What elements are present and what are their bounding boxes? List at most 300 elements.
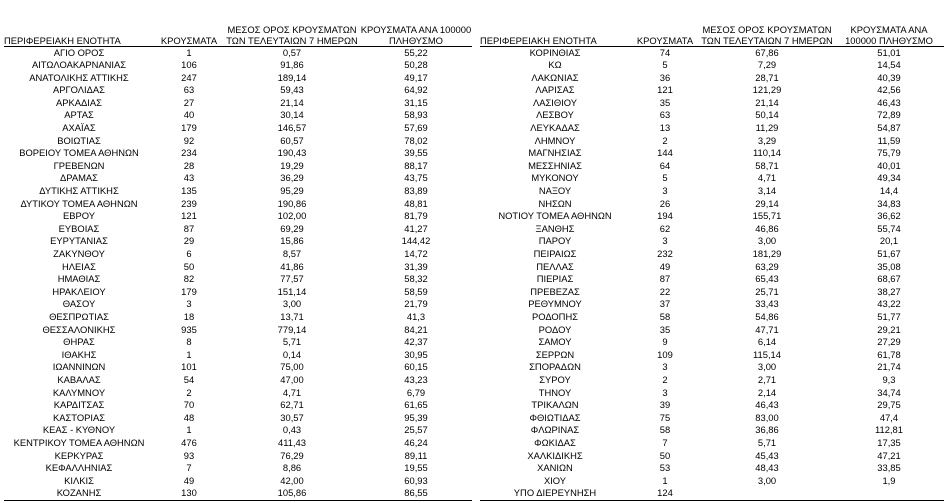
cases-cell: 39 <box>659 399 671 411</box>
table-row <box>4 374 472 387</box>
cases-cell: 3 <box>662 185 668 197</box>
region-cell: ΡΕΘΥΜΝΟΥ <box>528 298 582 310</box>
per100k-cell: 61,65 <box>404 399 428 411</box>
cases-table-right <box>480 4 944 501</box>
region-cell: ΘΗΡΑΣ <box>63 336 95 348</box>
region-cell: ΦΘΙΩΤΙΔΑΣ <box>529 411 581 423</box>
header-cases: ΚΡΟΥΣΜΑΤΑ <box>154 4 224 46</box>
region-cell: ΛΑΚΩΝΙΑΣ <box>531 71 579 83</box>
region-cell: ΑΓΙΟ ΟΡΟΣ <box>53 46 105 58</box>
cases-cell: 109 <box>657 348 673 360</box>
region-cell: ΝΟΤΙΟΥ ΤΟΜΕΑ ΑΘΗΝΩΝ <box>498 210 612 222</box>
avg7-cell <box>700 487 834 500</box>
avg7-cell: 42,00 <box>280 474 304 486</box>
per100k-cell: 61,78 <box>877 348 901 360</box>
avg7-cell: 11,29 <box>755 122 779 134</box>
region-cell: ΗΛΕΙΑΣ <box>62 260 96 272</box>
per100k-cell: 43,22 <box>877 298 901 310</box>
avg7-cell: 115,14 <box>753 348 781 360</box>
table-row <box>4 72 472 85</box>
avg7-cell: 151,14 <box>277 285 307 297</box>
per100k-cell: 11,59 <box>877 134 901 146</box>
per100k-cell: 58,93 <box>404 109 428 121</box>
per100k-cell: 57,69 <box>404 122 428 134</box>
per100k-cell: 88,17 <box>404 159 428 171</box>
table-row <box>4 361 472 374</box>
cases-cell: 70 <box>183 399 195 411</box>
avg7-cell: 181,29 <box>752 248 782 259</box>
cases-cell: 35 <box>659 323 671 335</box>
per100k-cell: 42,37 <box>404 336 428 348</box>
region-cell: ΠΕΛΛΑΣ <box>536 260 574 272</box>
table-row <box>4 185 472 198</box>
per100k-cell: 21,79 <box>404 298 428 310</box>
region-cell: ΦΩΚΙΔΑΣ <box>534 436 576 448</box>
table-row <box>4 122 472 135</box>
avg7-cell: 36,86 <box>755 424 779 436</box>
avg7-cell: 47,00 <box>280 373 304 385</box>
avg7-cell: 4,71 <box>757 172 777 184</box>
per100k-cell: 58,59 <box>404 285 428 297</box>
region-cell: ΑΝΑΤΟΛΙΚΗΣ ΑΤΤΙΚΗΣ <box>29 71 129 83</box>
region-cell: ΓΡΕΒΕΝΩΝ <box>53 159 105 171</box>
table-row <box>480 135 944 148</box>
region-cell: ΕΒΡΟΥ <box>62 210 95 222</box>
cases-cell: 7 <box>662 436 668 448</box>
table-row <box>4 475 472 488</box>
table-row <box>4 59 472 72</box>
per100k-cell: 47,4 <box>879 411 899 423</box>
header-avg7: ΜΕΣΟΣ ΟΡΟΣ ΚΡΟΥΣΜΑΤΩΝ ΤΩΝ ΤΕΛΕΥΤΑΙΩΝ 7 ΗΜΕΡΩΝ <box>700 4 834 46</box>
region-cell: ΛΕΥΚΑΔΑΣ <box>530 122 580 134</box>
table-row <box>4 223 472 236</box>
table-row <box>480 122 944 135</box>
table-row <box>4 324 472 337</box>
table-row <box>480 462 944 475</box>
avg7-cell: 110,14 <box>753 147 781 159</box>
avg7-cell: 47,71 <box>755 323 779 335</box>
cases-cell: 50 <box>659 449 671 461</box>
region-cell: ΛΕΣΒΟΥ <box>536 109 574 121</box>
avg7-cell: 30,14 <box>280 109 304 121</box>
table-row <box>480 147 944 160</box>
cases-cell: 144 <box>657 147 673 159</box>
cases-cell: 63 <box>183 84 195 96</box>
region-cell: ΘΕΣΣΑΛΟΝΙΚΗΣ <box>42 323 116 335</box>
region-cell: ΜΥΚΟΝΟΥ <box>531 172 579 184</box>
avg7-cell: 29,14 <box>755 197 779 209</box>
cases-cell: 53 <box>659 462 671 474</box>
per100k-cell: 27,29 <box>877 336 901 348</box>
per100k-cell: 64,92 <box>404 84 428 96</box>
table-row <box>4 248 472 261</box>
region-cell: ΣΥΡΟΥ <box>539 373 571 385</box>
table-body-left <box>4 46 472 500</box>
per100k-cell <box>834 487 944 500</box>
table-row <box>4 387 472 400</box>
table-row <box>4 210 472 223</box>
region-cell: ΚΟΡΙΝΘΙΑΣ <box>529 46 581 58</box>
per100k-cell: 84,21 <box>404 323 428 335</box>
avg7-cell: 63,29 <box>755 260 779 272</box>
region-cell: ΕΥΒΟΙΑΣ <box>58 222 100 234</box>
cases-cell: 130 <box>154 487 224 500</box>
region-cell: ΚΑΣΤΟΡΙΑΣ <box>52 411 106 423</box>
header-avg7: ΜΕΣΟΣ ΟΡΟΣ ΚΡΟΥΣΜΑΤΩΝ ΤΩΝ ΤΕΛΕΥΤΑΙΩΝ 7 ΗΜΕΡΩΝ <box>224 4 360 46</box>
table-row <box>480 450 944 463</box>
cases-cell: 75 <box>659 411 671 423</box>
table-header-row <box>480 4 944 46</box>
table-row <box>4 198 472 211</box>
per100k-cell: 81,79 <box>404 210 428 222</box>
region-cell: ΡΟΔΟΥ <box>538 323 572 335</box>
region-cell: ΧΙΟΥ <box>543 474 567 486</box>
avg7-cell: 59,43 <box>280 84 304 96</box>
region-cell: ΑΙΤΩΛΟΑΚΑΡΝΑΝΙΑΣ <box>31 59 127 71</box>
avg7-cell: 75,00 <box>280 361 304 373</box>
per100k-cell: 21,74 <box>877 361 901 373</box>
cases-cell: 8 <box>186 336 192 348</box>
region-cell: ΠΕΙΡΑΙΩΣ <box>533 248 577 259</box>
cases-cell: 13 <box>659 122 671 134</box>
avg7-cell: 0,57 <box>282 46 302 58</box>
per100k-cell: 25,57 <box>404 424 428 436</box>
region-cell: ΔΡΑΜΑΣ <box>60 172 98 184</box>
region-cell: ΚΕΝΤΡΙΚΟΥ ΤΟΜΕΑ ΑΘΗΝΩΝ <box>13 436 145 448</box>
table-row <box>480 387 944 400</box>
table-row <box>480 424 944 437</box>
avg7-cell: 4,71 <box>282 386 302 398</box>
per100k-cell: 89,11 <box>404 449 428 461</box>
table-row <box>4 286 472 299</box>
table-row <box>480 172 944 185</box>
table-row <box>4 172 472 185</box>
per100k-cell: 83,89 <box>404 185 428 197</box>
avg7-cell: 190,86 <box>277 197 307 209</box>
table-row <box>480 109 944 122</box>
table-row <box>480 361 944 374</box>
table-row <box>480 198 944 211</box>
per100k-cell: 60,93 <box>404 474 428 486</box>
cases-cell: 28 <box>183 159 195 171</box>
table-header-row <box>4 4 472 46</box>
region-cell: ΤΗΝΟΥ <box>538 386 572 398</box>
region-cell: ΑΡΓΟΛΙΔΑΣ <box>53 84 105 96</box>
cases-cell: 9 <box>662 336 668 348</box>
avg7-cell: 0,14 <box>282 348 302 360</box>
table-row <box>480 399 944 412</box>
region-cell: ΜΑΓΝΗΣΙΑΣ <box>528 147 582 159</box>
avg7-cell: 28,71 <box>755 71 779 83</box>
per100k-cell: 38,27 <box>877 285 901 297</box>
per100k-cell: 30,95 <box>404 348 428 360</box>
region-cell: ΚΕΦΑΛΛΗΝΙΑΣ <box>45 462 113 474</box>
cases-table-left <box>4 4 472 501</box>
region-cell: ΣΕΡΡΩΝ <box>535 348 575 360</box>
per100k-cell: 46,24 <box>404 436 428 448</box>
avg7-cell: 189,14 <box>277 71 307 83</box>
region-cell: ΞΑΝΘΗΣ <box>535 222 575 234</box>
cases-cell: 58 <box>659 310 671 322</box>
avg7-cell: 67,86 <box>755 46 779 58</box>
region-cell: ΑΡΚΑΔΙΑΣ <box>56 96 102 108</box>
per100k-cell: 78,02 <box>404 134 428 146</box>
cases-cell: 1 <box>186 46 192 58</box>
header-cases: ΚΡΟΥΣΜΑΤΑ <box>630 4 700 46</box>
region-cell: ΣΑΜΟΥ <box>538 336 572 348</box>
cases-cell: 232 <box>657 248 673 259</box>
region-cell: ΠΑΡΟΥ <box>538 235 572 247</box>
per100k-cell: 55,74 <box>877 222 901 234</box>
table-row <box>4 424 472 437</box>
cases-cell: 54 <box>183 373 195 385</box>
avg7-cell: 95,29 <box>280 185 304 197</box>
per100k-cell: 17,35 <box>877 436 901 448</box>
cases-cell: 1 <box>186 424 192 436</box>
avg7-cell: 48,43 <box>755 462 779 474</box>
avg7-cell: 83,00 <box>755 411 779 423</box>
cases-cell: 50 <box>183 260 195 272</box>
cases-cell: 239 <box>181 197 197 209</box>
cases-cell: 121 <box>181 210 197 222</box>
per100k-cell: 51,01 <box>877 46 901 58</box>
region-cell: ΛΗΜΝΟΥ <box>534 134 576 146</box>
per100k-cell: 40,01 <box>877 159 901 171</box>
table-body-right <box>480 46 944 500</box>
cases-cell: 82 <box>183 273 195 285</box>
per100k-cell: 31,39 <box>404 260 428 272</box>
table-row <box>480 374 944 387</box>
per100k-cell: 112,81 <box>875 424 903 436</box>
table-row <box>480 46 944 59</box>
avg7-cell: 2,71 <box>757 373 777 385</box>
region-cell: ΥΠΟ ΔΙΕΡΕΥΝΗΣΗ <box>480 487 630 500</box>
region-cell: ΦΛΩΡΙΝΑΣ <box>530 424 580 436</box>
per100k-cell: 43,75 <box>404 172 428 184</box>
cases-cell: 40 <box>183 109 195 121</box>
cases-cell: 2 <box>662 373 668 385</box>
per100k-cell: 29,75 <box>877 399 901 411</box>
avg7-cell: 69,29 <box>280 222 304 234</box>
cases-cell: 36 <box>659 71 671 83</box>
per100k-cell: 34,74 <box>877 386 901 398</box>
table-row <box>480 72 944 85</box>
avg7-cell: 65,43 <box>755 273 779 285</box>
cases-cell: 935 <box>181 323 197 335</box>
region-cell: ΗΜΑΘΙΑΣ <box>57 273 101 285</box>
avg7-cell: 6,14 <box>757 336 777 348</box>
avg7-cell: 5,71 <box>282 336 302 348</box>
avg7-cell: 45,43 <box>755 449 779 461</box>
avg7-cell: 46,86 <box>755 222 779 234</box>
per100k-cell: 72,89 <box>877 109 901 121</box>
avg7-cell: 62,71 <box>280 399 304 411</box>
cases-cell: 37 <box>659 298 671 310</box>
avg7-cell: 3,00 <box>282 298 302 310</box>
table-row <box>480 311 944 324</box>
table-row <box>4 399 472 412</box>
cases-cell: 5 <box>662 59 668 71</box>
header-region: ΠΕΡΙΦΕΡΕΙΑΚΗ ΕΝΟΤΗΤΑ <box>480 4 630 46</box>
cases-cell: 64 <box>659 159 671 171</box>
per100k-cell: 41,3 <box>406 310 426 322</box>
region-cell: ΚΑΛΥΜΝΟΥ <box>52 386 106 398</box>
cases-cell: 18 <box>183 310 195 322</box>
per100k-cell: 51,77 <box>877 310 901 322</box>
per100k-cell: 86,55 <box>360 487 472 500</box>
per100k-cell: 51,67 <box>877 248 901 259</box>
table-row <box>480 261 944 274</box>
avg7-cell: 3,00 <box>757 361 777 373</box>
per100k-cell: 49,17 <box>404 71 428 83</box>
avg7-cell: 15,86 <box>280 235 304 247</box>
avg7-cell: 779,14 <box>277 323 307 335</box>
table-row <box>4 462 472 475</box>
avg7-cell: 190,43 <box>277 147 307 159</box>
cases-cell: 124 <box>630 487 700 500</box>
region-cell: ΘΑΣΟΥ <box>62 298 96 310</box>
table-row <box>4 412 472 425</box>
per100k-cell: 35,08 <box>877 260 901 272</box>
region-cell: ΧΑΝΙΩΝ <box>537 462 573 474</box>
per100k-cell: 47,21 <box>877 449 901 461</box>
region-cell: ΚΟΖΑΝΗΣ <box>4 487 154 500</box>
cases-cell: 121 <box>657 84 673 96</box>
per100k-cell: 49,34 <box>877 172 901 184</box>
per100k-cell: 46,43 <box>877 96 901 108</box>
per100k-cell: 33,85 <box>877 462 901 474</box>
table-row <box>480 84 944 97</box>
table-row <box>480 210 944 223</box>
cases-cell: 48 <box>183 411 195 423</box>
table-row <box>480 412 944 425</box>
region-cell: ΔΥΤΙΚΟΥ ΤΟΜΕΑ ΑΘΗΝΩΝ <box>20 197 138 209</box>
cases-cell: 194 <box>657 210 673 222</box>
region-cell: ΙΘΑΚΗΣ <box>61 348 97 360</box>
avg7-cell: 76,29 <box>280 449 304 461</box>
table-row <box>4 235 472 248</box>
table-row <box>4 46 472 59</box>
region-cell: ΚΙΛΚΙΣ <box>64 474 94 486</box>
region-cell: ΠΙΕΡΙΑΣ <box>536 273 574 285</box>
per100k-cell: 34,83 <box>877 197 901 209</box>
region-cell: ΑΡΤΑΣ <box>64 109 94 121</box>
region-cell: ΖΑΚΥΝΘΟΥ <box>53 248 105 259</box>
region-cell: ΚΕΑΣ - ΚΥΘΝΟΥ <box>42 424 116 436</box>
region-cell: ΜΕΣΣΗΝΙΑΣ <box>528 159 582 171</box>
table-row <box>480 248 944 261</box>
table-row <box>4 311 472 324</box>
table-row <box>480 475 944 488</box>
avg7-cell: 5,71 <box>757 436 777 448</box>
per100k-cell: 14,72 <box>404 248 428 259</box>
avg7-cell: 13,71 <box>280 310 304 322</box>
per100k-cell: 41,27 <box>404 222 428 234</box>
cases-cell: 35 <box>659 96 671 108</box>
avg7-cell: 91,86 <box>280 59 304 71</box>
avg7-cell: 155,71 <box>752 210 782 222</box>
per100k-cell: 55,22 <box>404 46 428 58</box>
per100k-cell: 144,42 <box>401 235 431 247</box>
table-row <box>4 147 472 160</box>
cases-cell: 87 <box>183 222 195 234</box>
per100k-cell: 68,67 <box>877 273 901 285</box>
table-row <box>480 487 944 500</box>
cases-cell: 49 <box>183 474 195 486</box>
avg7-cell: 60,57 <box>280 134 304 146</box>
region-cell: ΕΥΡΥΤΑΝΙΑΣ <box>50 235 108 247</box>
avg7-cell: 77,57 <box>280 273 304 285</box>
cases-cell: 22 <box>659 285 671 297</box>
table-row <box>480 286 944 299</box>
avg7-cell: 30,57 <box>280 411 304 423</box>
region-cell: ΚΕΡΚΥΡΑΣ <box>54 449 104 461</box>
avg7-cell: 411,43 <box>278 436 306 448</box>
cases-cell: 43 <box>183 172 195 184</box>
table-row <box>480 59 944 72</box>
table-row <box>4 336 472 349</box>
per100k-cell: 14,4 <box>879 185 899 197</box>
avg7-cell: 58,71 <box>755 159 779 171</box>
cases-cell: 3 <box>186 298 192 310</box>
table-row <box>4 84 472 97</box>
per100k-cell: 75,79 <box>877 147 901 159</box>
region-cell: ΛΑΣΙΘΙΟΥ <box>532 96 578 108</box>
avg7-cell: 105,86 <box>224 487 360 500</box>
region-cell: ΗΡΑΚΛΕΙΟΥ <box>52 285 106 297</box>
header-region: ΠΕΡΙΦΕΡΕΙΑΚΗ ΕΝΟΤΗΤΑ <box>4 4 154 46</box>
per100k-cell: 31,15 <box>404 96 428 108</box>
table-row <box>4 160 472 173</box>
cases-cell: 179 <box>181 122 197 134</box>
cases-cell: 247 <box>181 71 197 83</box>
cases-cell: 1 <box>186 348 192 360</box>
avg7-cell: 25,71 <box>755 285 779 297</box>
per100k-cell: 29,21 <box>877 323 901 335</box>
per100k-cell: 1,9 <box>882 474 896 486</box>
avg7-cell: 3,00 <box>757 474 777 486</box>
cases-cell: 87 <box>659 273 671 285</box>
avg7-cell: 0,43 <box>282 424 302 436</box>
table-row <box>480 273 944 286</box>
per100k-cell: 60,15 <box>404 361 428 373</box>
cases-cell: 179 <box>181 285 197 297</box>
region-cell: ΛΑΡΙΣΑΣ <box>535 84 575 96</box>
avg7-cell: 8,57 <box>282 248 302 259</box>
cases-cell: 26 <box>659 197 671 209</box>
per100k-cell: 20,1 <box>879 235 899 247</box>
cases-cell: 7 <box>186 462 192 474</box>
table-row <box>4 450 472 463</box>
cases-cell: 3 <box>662 235 668 247</box>
per100k-cell: 14,54 <box>877 59 901 71</box>
cases-cell: 2 <box>186 386 192 398</box>
region-cell: ΝΑΞΟΥ <box>538 185 572 197</box>
per100k-cell: 58,32 <box>404 273 428 285</box>
region-cell: ΚΑΒΑΛΑΣ <box>57 373 101 385</box>
table-row <box>4 109 472 122</box>
per100k-cell: 39,55 <box>404 147 428 159</box>
region-cell: ΝΗΣΩΝ <box>538 197 572 209</box>
cases-cell: 2 <box>662 134 668 146</box>
per100k-cell: 50,28 <box>404 59 428 71</box>
avg7-cell: 46,43 <box>755 399 779 411</box>
avg7-cell: 7,29 <box>757 59 777 71</box>
per100k-cell: 36,62 <box>877 210 901 222</box>
table-row <box>4 298 472 311</box>
per100k-cell: 6,79 <box>406 386 426 398</box>
table-row <box>480 437 944 450</box>
